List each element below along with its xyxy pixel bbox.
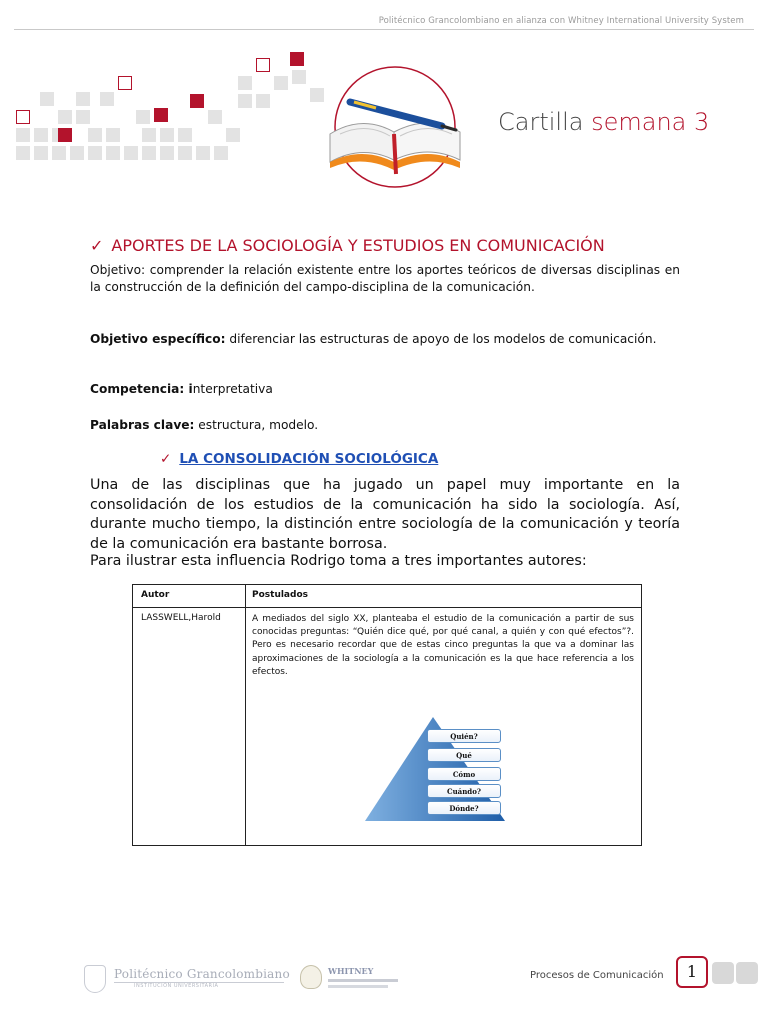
check-icon: ✓	[90, 236, 104, 255]
whitney-logo-name: WHITNEY	[328, 966, 374, 976]
authors-table	[132, 584, 642, 846]
objetivo-paragraph: Objetivo: comprender la relación existente entre los aportes teóricos de diversas disciplinas en la construcción de la definición del campo-disciplina de la comunicación.	[90, 263, 680, 294]
decorative-squares	[12, 52, 312, 172]
cartilla-week: semana 3	[591, 108, 710, 136]
seal-icon	[300, 965, 322, 989]
pyramid-item: Cómo	[427, 767, 501, 781]
pyramid-item: Quién?	[427, 729, 501, 743]
pyramid-item: Cuándo?	[427, 784, 501, 798]
table-column-divider	[245, 585, 246, 845]
table-header-autor: Autor	[141, 590, 170, 600]
header-top-note: Politécnico Grancolombiano en alianza con Whitney International University System	[378, 16, 744, 26]
book-pen-illustration	[310, 62, 480, 192]
pyramid-item: Dónde?	[427, 801, 501, 815]
competencia-text: nterpretativa	[192, 382, 273, 396]
palabras-clave-text: estructura, modelo.	[194, 418, 319, 432]
cartilla-title	[498, 108, 709, 136]
lasswell-pyramid-diagram	[355, 715, 515, 825]
table-cell-autor: LASSWELL,Harold	[141, 613, 221, 623]
table-header-divider	[133, 607, 641, 608]
section-title	[90, 236, 710, 255]
politecnico-logo-name: Politécnico Grancolombiano	[114, 967, 290, 981]
palabras-clave-label: Palabras clave:	[90, 418, 195, 432]
header-divider	[14, 29, 754, 30]
decorative-square	[712, 962, 734, 984]
objetivo-especifico-label: Objetivo específico:	[90, 332, 226, 346]
subsection-title	[160, 451, 438, 467]
logo-text-line	[328, 979, 398, 982]
footer-course-label: Procesos de Comunicación	[530, 970, 664, 981]
decorative-square	[736, 962, 758, 984]
politecnico-logo-subtitle: INSTITUCIÓN UNIVERSITARIA	[134, 983, 219, 989]
check-icon: ✓	[160, 451, 172, 467]
whitney-logo	[300, 963, 405, 997]
shield-icon	[84, 965, 106, 993]
table-cell-postulado: A mediados del siglo XX, planteaba el estudio de la comunicación a partir de sus conocidas preguntas: “Quién dice qué, por qué canal, a quién y con qué efectos”?. Pero es necesario recordar que de estas cinco preguntas la que va a dominar las aproximaciones de la sociología a la comunicación es la que hace referencia a los efectos.	[252, 614, 634, 677]
competencia-label: Competencia: i	[90, 382, 193, 396]
intro-paragraph: Para ilustrar esta influencia Rodrigo toma a tres importantes autores:	[90, 553, 587, 569]
objetivo-especifico-text: diferenciar las estructuras de apoyo de los modelos de comunicación.	[225, 332, 657, 346]
logo-text-line	[328, 985, 388, 988]
politecnico-logo	[84, 963, 290, 997]
subsection-title-link[interactable]: LA CONSOLIDACIÓN SOCIOLÓGICA	[179, 451, 439, 467]
section-title-text: APORTES DE LA SOCIOLOGÍA Y ESTUDIOS EN COMUNICACIÓN	[111, 236, 605, 255]
palabras-clave-paragraph	[90, 417, 680, 434]
page-number: 1	[676, 956, 708, 988]
sociologia-paragraph: Una de las disciplinas que ha jugado un papel muy importante en la consolidación de los estudios de la comunicación ha sido la sociología. Así, durante mucho tiempo, la distinción entre sociología de la comunicación y teoría de la comunicación era bastante borrosa.	[90, 477, 680, 552]
competencia-paragraph	[90, 381, 680, 398]
cartilla-word: Cartilla	[498, 108, 584, 136]
pyramid-item: Qué	[427, 748, 501, 762]
objetivo-especifico-paragraph	[90, 331, 680, 348]
table-header-postulados: Postulados	[252, 590, 308, 600]
